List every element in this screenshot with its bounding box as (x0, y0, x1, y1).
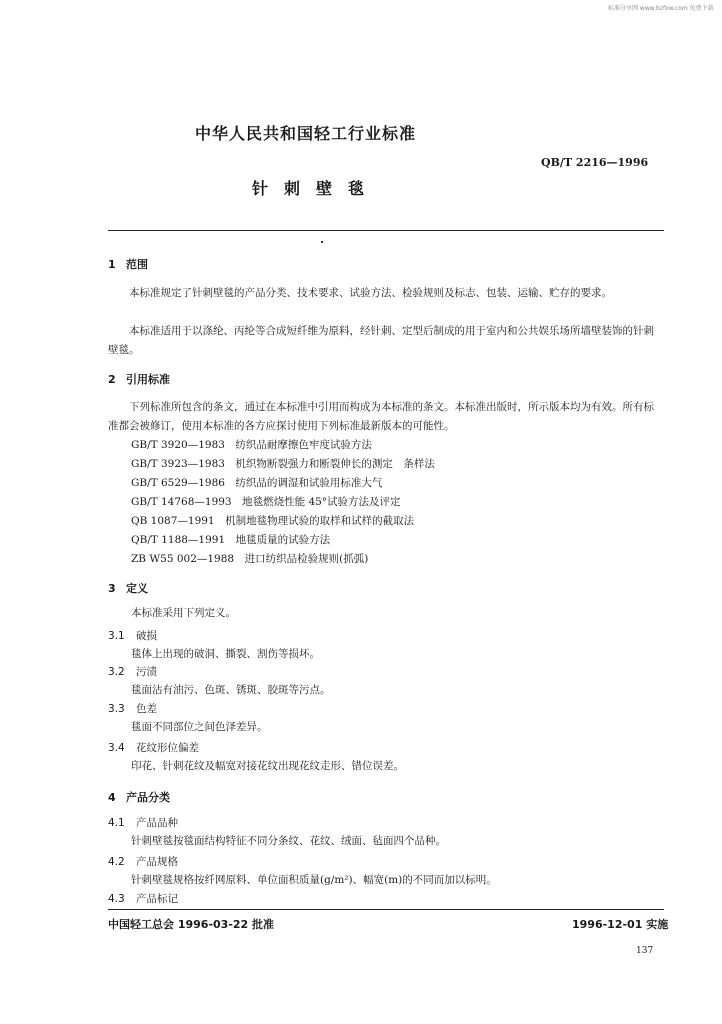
subsection-heading (108, 701, 157, 716)
reference-item: GB/T 3920—1983 纺织品耐摩擦色牢度试验方法 (131, 439, 372, 451)
subsection-title: 产品规格 (136, 856, 178, 868)
subsection-title: 产品标记 (136, 893, 178, 905)
section-1-paragraph-2: 本标准适用于以涤纶、丙纶等合成短纤维为原料，经针刺、定型后制成的用于室内和公共娱乐场所墙壁装饰的针刺壁毯。 (108, 325, 654, 356)
subsection-title: 产品品种 (136, 817, 178, 829)
subsection-number: 4.1 (108, 817, 125, 829)
reference-item: QB/T 1188—1991 地毯质量的试验方法 (131, 534, 331, 546)
section-number: 4 (108, 791, 116, 804)
section-3-heading (108, 580, 148, 596)
reference-item: GB/T 3923—1983 机织物断裂强力和断裂伸长的测定 条样法 (131, 458, 435, 470)
subsection-heading (108, 740, 199, 755)
subsection-number: 3.3 (108, 703, 125, 715)
subsection-title: 色差 (136, 703, 157, 715)
section-title: 产品分类 (126, 791, 170, 804)
section-number: 3 (108, 582, 116, 595)
section-1-paragraph-1: 本标准规定了针刺壁毯的产品分类、技术要求、试验方法、检验规则及标志、包装、运输、贮存的要求。 (129, 287, 612, 299)
page-number: 137 (636, 946, 654, 956)
section-number: 2 (108, 373, 116, 386)
section-title: 定义 (126, 582, 148, 595)
standard-code: QB/T 2216—1996 (541, 156, 649, 169)
subsection-text: 针刺壁毯按毯面结构特征不同分条纹、花纹、绒面、毡面四个品种。 (131, 835, 446, 847)
subsection-number: 3.4 (108, 742, 125, 754)
document-title: 针刺壁毯 (252, 179, 381, 198)
header-divider (108, 230, 664, 231)
subsection-number: 4.3 (108, 893, 125, 905)
subsection-text: 针刺壁毯规格按纤网原料、单位面积质量(g/m²)、幅宽(m)的不同而加以标明。 (131, 874, 497, 886)
footer-divider (108, 909, 664, 910)
section-1-heading (108, 256, 148, 272)
section-2-heading (108, 371, 170, 387)
subsection-heading (108, 664, 157, 679)
speck-mark (321, 241, 323, 243)
standard-title: 中华人民共和国轻工行业标准 (195, 124, 417, 143)
subsection-title: 花纹形位偏差 (136, 742, 199, 754)
subsection-text: 毯面不同部位之间色泽差异。 (131, 721, 268, 733)
subsection-heading (108, 628, 157, 643)
subsection-number: 3.2 (108, 666, 125, 678)
section-title: 范围 (126, 258, 148, 271)
section-number: 1 (108, 258, 116, 271)
approval-date: 中国轻工总会 1996-03-22 批准 (108, 918, 275, 931)
watermark-text: 标准分享网 www.bzfxw.com 免费下载 (608, 5, 714, 12)
effective-date: 1996-12-01 实施 (572, 918, 669, 931)
subsection-text: 毯体上出现的破洞、撕裂、割伤等损坏。 (131, 648, 320, 660)
subsection-heading (108, 891, 178, 906)
subsection-heading (108, 815, 178, 830)
section-4-heading (108, 789, 170, 805)
subsection-text: 毯面沾有油污、色斑、锈斑、胶斑等污点。 (131, 684, 331, 696)
reference-item: GB/T 14768—1993 地毯燃烧性能 45°试验方法及评定 (131, 496, 401, 508)
section-2-intro: 下列标准所包含的条文，通过在本标准中引用而构成为本标准的条文。本标准出版时，所示版本均为有效。所有标准都会被修订，使用本标准的各方应探讨使用下列标准最新版本的可能性。 (108, 401, 654, 432)
subsection-text: 印花、针刺花纹及幅宽对接花纹出现花纹走形、错位误差。 (131, 760, 404, 772)
reference-item: GB/T 6529—1986 纺织品的调湿和试验用标准大气 (131, 477, 383, 489)
subsection-title: 破损 (136, 630, 157, 642)
section-title: 引用标准 (126, 373, 170, 386)
reference-item: QB 1087—1991 机制地毯物理试验的取样和试样的截取法 (131, 515, 415, 527)
subsection-number: 3.1 (108, 630, 125, 642)
subsection-number: 4.2 (108, 856, 125, 868)
section-3-intro: 本标准采用下列定义。 (131, 607, 236, 619)
subsection-title: 污渍 (136, 666, 157, 678)
reference-item: ZB W55 002—1988 进口纺织品检验规则(抓弧) (131, 553, 369, 565)
subsection-heading (108, 854, 178, 869)
